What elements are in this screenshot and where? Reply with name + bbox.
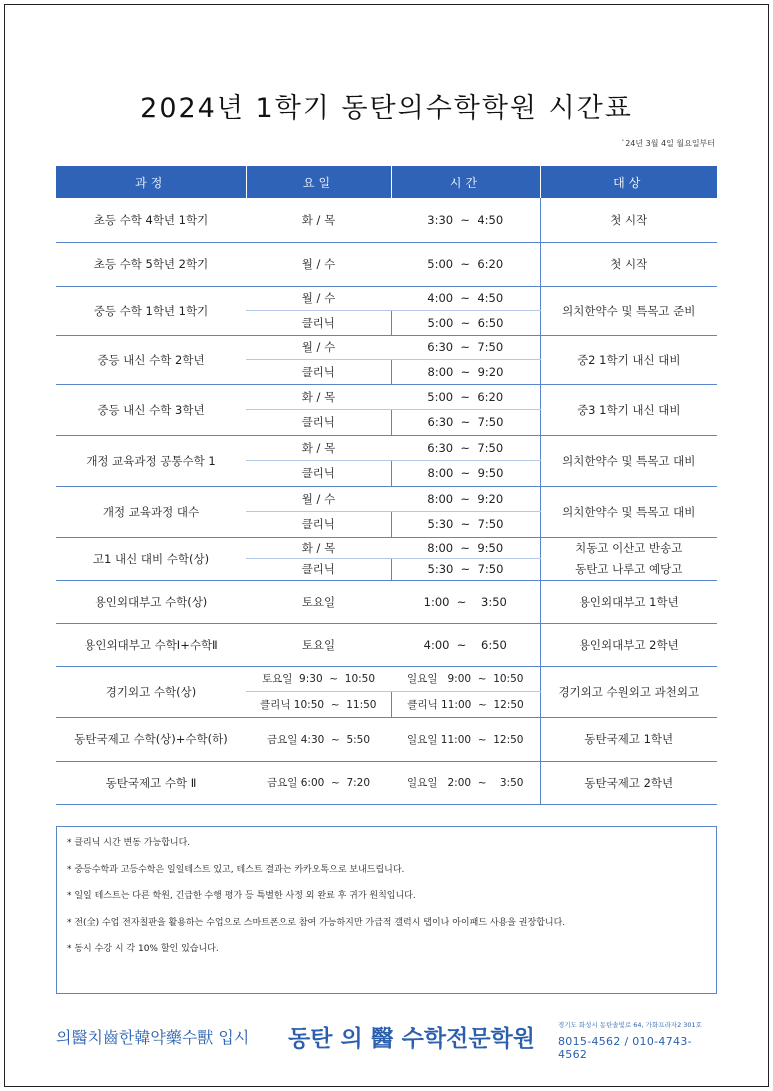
course-day: 월 / 수	[246, 486, 391, 511]
course-time: 6:30 ~ 7:50	[391, 435, 540, 460]
course-day: 토요일	[246, 580, 391, 623]
note-item: * 전(全) 수업 전자칠판을 활용하는 수업으로 스마트폰으로 참여 가능하지만 가급적 갤럭시 탭이나 아이패드 사용을 권장합니다.	[67, 917, 566, 928]
course-name: 초등 수학 5학년 2학기	[56, 242, 246, 286]
footer	[56, 1018, 717, 1061]
course-time: 1:00 ~ 3:50	[391, 580, 540, 623]
note-item: * 클리닉 시간 변동 가능합니다.	[67, 838, 191, 848]
course-name: 경기외고 수학(상)	[56, 666, 246, 717]
clinic-day: 클리닉	[246, 511, 391, 537]
table-row	[56, 717, 717, 761]
table-row	[56, 198, 717, 242]
notes-box	[56, 826, 717, 994]
course-time: 4:00 ~ 4:50	[391, 286, 540, 310]
target-line-1: 치동고 이산고 반송고	[575, 540, 683, 555]
clinic-time: 5:30 ~ 7:50	[391, 511, 540, 537]
academy-brand: 동탄 의 醫 수학전문학원	[288, 1025, 535, 1052]
course-target: 용인외대부고 1학년	[540, 580, 717, 623]
table-row	[56, 580, 717, 623]
weekend-time: 일요일 2:00 ~ 3:50	[391, 761, 540, 804]
note-item: * 중등수학과 고등수학은 일일테스트 있고, 테스트 결과는 카카오톡으로 보내드립니다.	[67, 864, 405, 875]
weekday-time: 금요일 6:00 ~ 7:20	[246, 761, 391, 804]
course-day: 월 / 수	[246, 242, 391, 286]
course-day: 화 / 목	[246, 198, 391, 242]
note-item: * 일일 테스트는 다른 학원, 긴급한 수행 평가 등 특별한 사정 외 완료 후 귀가 원칙입니다.	[67, 891, 416, 901]
course-name: 중등 내신 수학 2학년	[56, 335, 246, 384]
course-time: 8:00 ~ 9:50	[391, 537, 540, 558]
clinic-day: 클리닉	[246, 409, 391, 435]
header-course: 과정	[56, 166, 246, 198]
course-target	[540, 537, 717, 580]
table-row	[56, 384, 717, 409]
clinic-day: 클리닉	[246, 310, 391, 335]
clinic-day: 클리닉	[246, 558, 391, 580]
table-row	[56, 242, 717, 286]
clinic-time: 8:00 ~ 9:50	[391, 460, 540, 486]
table-row	[56, 486, 717, 511]
course-day: 월 / 수	[246, 335, 391, 359]
clinic-time: 6:30 ~ 7:50	[391, 409, 540, 435]
weekend-time-a: 토요일 9:30 ~ 10:50	[246, 666, 391, 691]
clinic-time: 5:00 ~ 6:50	[391, 310, 540, 335]
course-time: 3:30 ~ 4:50	[391, 198, 540, 242]
course-name: 개정 교육과정 공통수학 1	[56, 435, 246, 486]
course-day: 화 / 목	[246, 537, 391, 558]
course-time: 6:30 ~ 7:50	[391, 335, 540, 359]
course-time: 5:00 ~ 6:20	[391, 242, 540, 286]
course-time: 4:00 ~ 6:50	[391, 623, 540, 666]
course-name: 동탄국제고 수학(상)+수학(하)	[56, 717, 246, 761]
header-day: 요일	[246, 166, 391, 198]
table-row	[56, 623, 717, 666]
table-row	[56, 537, 717, 558]
course-name: 동탄국제고 수학 Ⅱ	[56, 761, 246, 804]
header-target: 대상	[540, 166, 717, 198]
clinic-time-a: 클리닉 10:50 ~ 11:50	[246, 691, 391, 717]
weekday-time: 금요일 4:30 ~ 5:50	[246, 717, 391, 761]
course-name: 초등 수학 4학년 1학기	[56, 198, 246, 242]
course-name: 용인외대부고 수학(상)	[56, 580, 246, 623]
course-target: 중3 1학기 내신 대비	[540, 384, 717, 435]
clinic-time-b: 클리닉 11:00 ~ 12:50	[391, 691, 540, 717]
course-target: 경기외고 수원외고 과천외고	[540, 666, 717, 717]
course-target: 의치한약수 및 특목고 대비	[540, 486, 717, 537]
header-time: 시간	[391, 166, 540, 198]
course-name: 고1 내신 대비 수학(상)	[56, 537, 246, 580]
weekend-time: 일요일 11:00 ~ 12:50	[391, 717, 540, 761]
table-header-row	[56, 166, 717, 198]
clinic-time: 5:30 ~ 7:50	[391, 558, 540, 580]
course-time: 5:00 ~ 6:20	[391, 384, 540, 409]
course-time: 8:00 ~ 9:20	[391, 486, 540, 511]
table-row	[56, 435, 717, 460]
schedule-table	[56, 166, 717, 805]
course-name: 중등 수학 1학년 1학기	[56, 286, 246, 335]
footer-slogan: 의醫치齒한韓약藥수獸 입시	[56, 1028, 250, 1047]
table-row	[56, 286, 717, 310]
weekend-time-b: 일요일 9:00 ~ 10:50	[391, 666, 540, 691]
course-name: 개정 교육과정 대수	[56, 486, 246, 537]
table-row	[56, 666, 717, 691]
course-day: 월 / 수	[246, 286, 391, 310]
table-row	[56, 335, 717, 359]
start-date-note: `24년 3월 4일 월요일부터	[621, 139, 715, 148]
course-target: 첫 시작	[540, 242, 717, 286]
footer-address: 경기도 화성시 동탄솔빛로 64, 가화프라자2 301호	[558, 1021, 702, 1029]
clinic-time: 8:00 ~ 9:20	[391, 359, 540, 384]
course-target: 용인외대부고 2학년	[540, 623, 717, 666]
course-day: 화 / 목	[246, 384, 391, 409]
course-target: 의치한약수 및 특목고 준비	[540, 286, 717, 335]
course-target: 동탄국제고 1학년	[540, 717, 717, 761]
target-line-2: 동탄고 나루고 예당고	[575, 561, 683, 576]
clinic-day: 클리닉	[246, 460, 391, 486]
course-day: 토요일	[246, 623, 391, 666]
footer-phone: 8015-4562 / 010-4743-4562	[558, 1035, 692, 1061]
course-target: 첫 시작	[540, 198, 717, 242]
course-target: 중2 1학기 내신 대비	[540, 335, 717, 384]
note-item: * 동시 수강 시 각 10% 할인 있습니다.	[67, 944, 219, 954]
course-name: 용인외대부고 수학Ⅰ+수학Ⅱ	[56, 623, 246, 666]
page-title: 2024년 1학기 동탄의수학학원 시간표	[140, 93, 633, 124]
course-day: 화 / 목	[246, 435, 391, 460]
course-name: 중등 내신 수학 3학년	[56, 384, 246, 435]
clinic-day: 클리닉	[246, 359, 391, 384]
table-row	[56, 761, 717, 804]
course-target: 의치한약수 및 특목고 대비	[540, 435, 717, 486]
course-target: 동탄국제고 2학년	[540, 761, 717, 804]
